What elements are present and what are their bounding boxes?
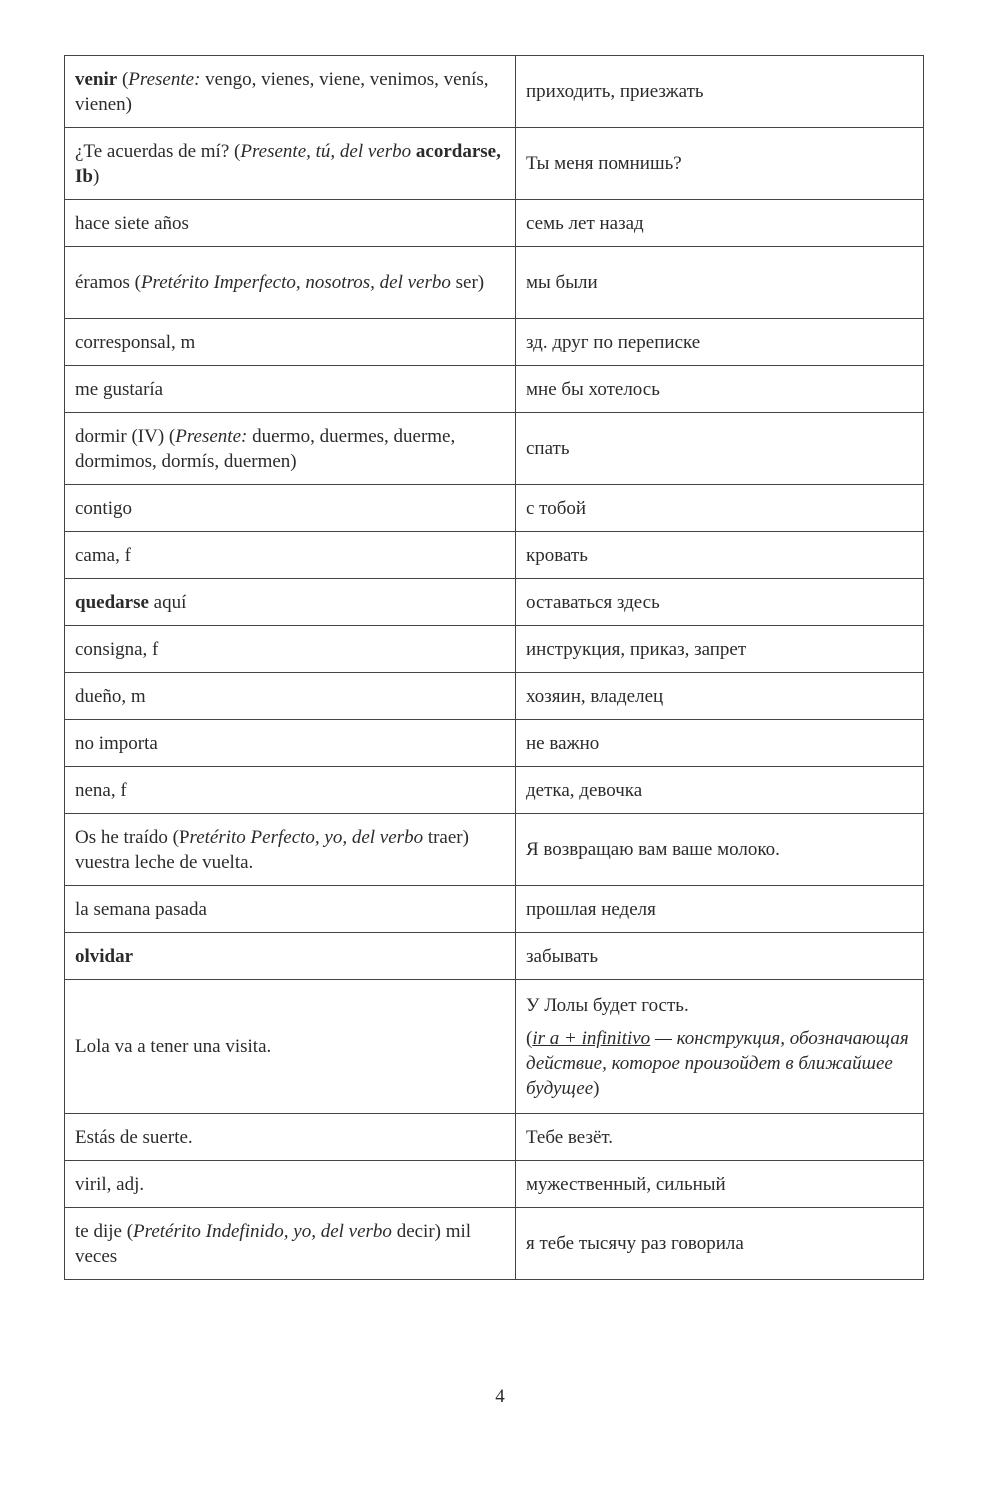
table-row bbox=[65, 413, 924, 485]
russian-translation-cell: приходить, приезжать bbox=[516, 56, 924, 128]
spanish-term-cell: Os he traído (Pretérito Perfecto, yo, del verbo traer) vuestra leche de vuelta. bbox=[65, 814, 516, 886]
table-row bbox=[65, 1114, 924, 1161]
spanish-term-cell: olvidar bbox=[65, 933, 516, 980]
table-row bbox=[65, 247, 924, 319]
table-row bbox=[65, 626, 924, 673]
spanish-term-cell: venir (Presente: vengo, vienes, viene, venimos, venís, vienen) bbox=[65, 56, 516, 128]
spanish-term-cell: la semana pasada bbox=[65, 886, 516, 933]
russian-translation-cell: кровать bbox=[516, 532, 924, 579]
russian-translation-cell: мужественный, сильный bbox=[516, 1161, 924, 1208]
russian-translation-cell: Тебе везёт. bbox=[516, 1114, 924, 1161]
russian-translation-cell: с тобой bbox=[516, 485, 924, 532]
spanish-term-cell: Estás de suerte. bbox=[65, 1114, 516, 1161]
grammar-note: (ir a + infinitivo — конструкция, обозначающая действие, которое произойдет в ближайшее будущее) bbox=[526, 1027, 909, 1099]
russian-translation-cell: мы были bbox=[516, 247, 924, 319]
table-row bbox=[65, 1161, 924, 1208]
table-row bbox=[65, 673, 924, 720]
spanish-term-cell: no importa bbox=[65, 720, 516, 767]
table-row bbox=[65, 814, 924, 886]
russian-translation-cell: хозяин, владелец bbox=[516, 673, 924, 720]
spanish-term-cell: ¿Te acuerdas de mí? (Presente, tú, del verbo acordarse, Ib) bbox=[65, 128, 516, 200]
russian-translation-cell: прошлая неделя bbox=[516, 886, 924, 933]
russian-translation-cell: спать bbox=[516, 413, 924, 485]
table-row bbox=[65, 128, 924, 200]
spanish-term-cell: viril, adj. bbox=[65, 1161, 516, 1208]
table-row bbox=[65, 886, 924, 933]
russian-translation-cell: Я возвращаю вам ваше молоко. bbox=[516, 814, 924, 886]
table-row bbox=[65, 933, 924, 980]
russian-translation-cell: не важно bbox=[516, 720, 924, 767]
table-row bbox=[65, 579, 924, 626]
table-row bbox=[65, 56, 924, 128]
spanish-term-cell: éramos (Pretérito Imperfecto, nosotros, del verbo ser) bbox=[65, 247, 516, 319]
russian-translation-cell: оставаться здесь bbox=[516, 579, 924, 626]
russian-translation-cell bbox=[516, 980, 924, 1114]
translation-main: У Лолы будет гость. bbox=[526, 994, 689, 1016]
spanish-term-cell: contigo bbox=[65, 485, 516, 532]
russian-translation-cell: я тебе тысячу раз говорила bbox=[516, 1208, 924, 1280]
russian-translation-cell: детка, девочка bbox=[516, 767, 924, 814]
vocabulary-table bbox=[64, 55, 924, 1280]
spanish-term-cell: hace siete años bbox=[65, 200, 516, 247]
table-row bbox=[65, 720, 924, 767]
spanish-term-cell: dueño, m bbox=[65, 673, 516, 720]
table-row bbox=[65, 1208, 924, 1280]
russian-translation-cell: мне бы хотелось bbox=[516, 366, 924, 413]
table-row bbox=[65, 200, 924, 247]
table-row bbox=[65, 767, 924, 814]
russian-translation-cell: семь лет назад bbox=[516, 200, 924, 247]
spanish-term-cell: nena, f bbox=[65, 767, 516, 814]
page-number: 4 bbox=[495, 1386, 505, 1407]
table-row bbox=[65, 980, 924, 1114]
spanish-term-cell: me gustaría bbox=[65, 366, 516, 413]
spanish-term-cell: consigna, f bbox=[65, 626, 516, 673]
table-row bbox=[65, 366, 924, 413]
table-row bbox=[65, 319, 924, 366]
russian-translation-cell: инструкция, приказ, запрет bbox=[516, 626, 924, 673]
russian-translation-cell: забывать bbox=[516, 933, 924, 980]
spanish-term-cell: Lola va a tener una visita. bbox=[65, 980, 516, 1114]
table-row bbox=[65, 485, 924, 532]
table-row bbox=[65, 532, 924, 579]
spanish-term-cell: te dije (Pretérito Indefinido, yo, del verbo decir) mil veces bbox=[65, 1208, 516, 1280]
spanish-term-cell: dormir (IV) (Presente: duermo, duermes, duerme, dormimos, dormís, duermen) bbox=[65, 413, 516, 485]
spanish-term-cell: quedarse aquí bbox=[65, 579, 516, 626]
spanish-term-cell: cama, f bbox=[65, 532, 516, 579]
russian-translation-cell: Ты меня помнишь? bbox=[516, 128, 924, 200]
spanish-term-cell: corresponsal, m bbox=[65, 319, 516, 366]
russian-translation-cell: зд. друг по переписке bbox=[516, 319, 924, 366]
